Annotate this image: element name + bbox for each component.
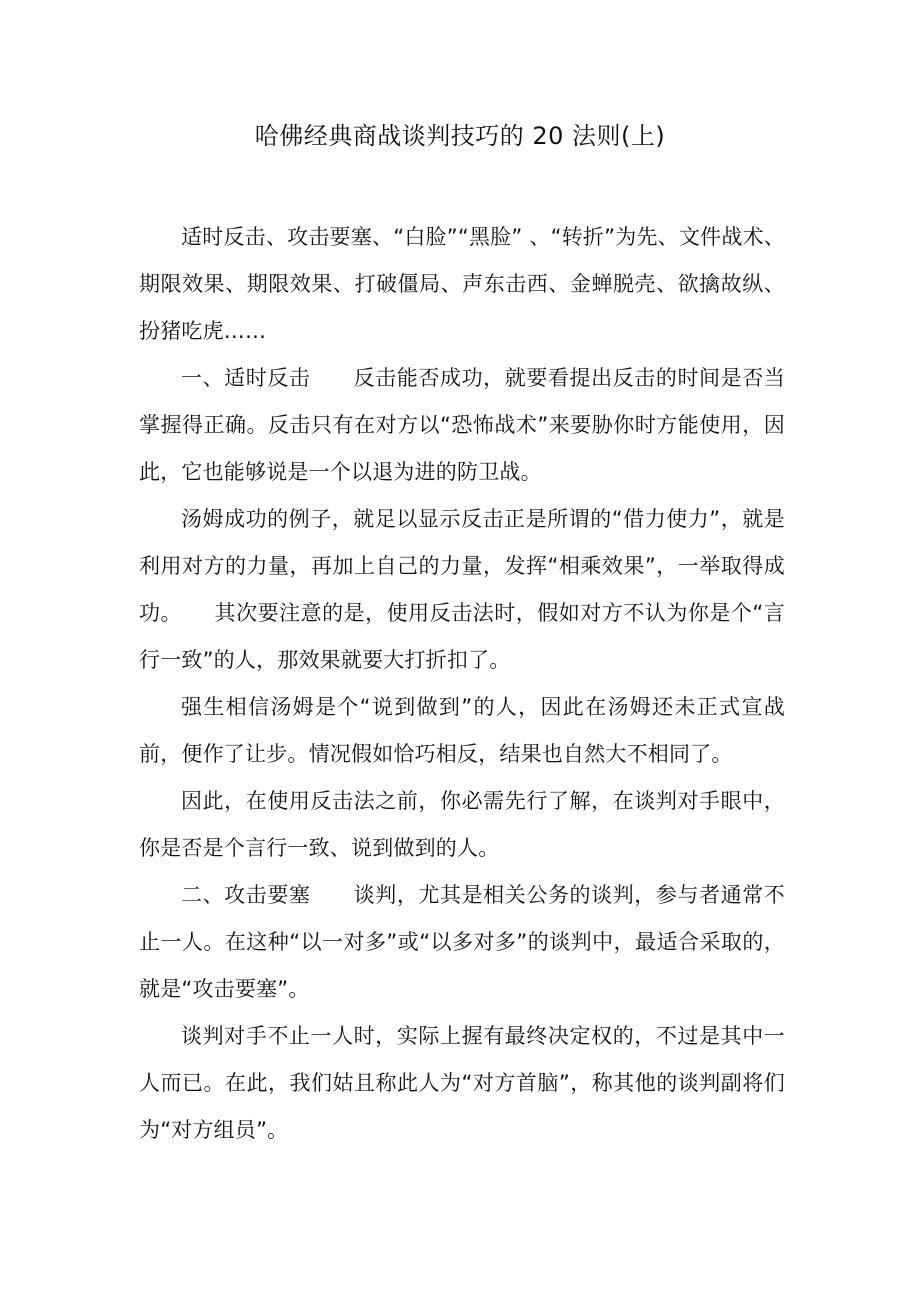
paragraph-opponents: 谈判对手不止一人时，实际上握有最终决定权的，不过是其中一人而已。在此，我们姑且称此人为“对方首脑”，称其他的谈判副将们为“对方组员”。 — [139, 1024, 785, 1142]
paragraph-johnson: 强生相信汤姆是个“说到做到”的人，因此在汤姆还未正式宣战前，便作了让步。情况假如恰巧相反，结果也自然大不相同了。 — [139, 695, 785, 766]
document-title: 哈佛经典商战谈判技巧的 20 法则(上) — [254, 122, 666, 150]
paragraph-therefore: 因此，在使用反击法之前，你必需先行了解，在谈判对手眼中，你是否是个言行一致、说到做到的人。 — [139, 789, 785, 860]
document-body — [139, 214, 785, 1154]
paragraph-tom-example: 汤姆成功的例子，就足以显示反击正是所谓的“借力使力”，就是利用对方的力量，再加上自己的力量，发挥“相乘效果”，一举取得成功。 其次要注意的是，使用反击法时，假如对方不认为你是个“言行一致”的人，那效果就要大打折扣了。 — [139, 507, 785, 672]
paragraph-section-1: 一、适时反击 反击能否成功，就要看提出反击的时间是否当掌握得正确。反击只有在对方以“恐怖战术”来要胁你时方能使用，因此，它也能够说是一个以退为进的防卫战。 — [139, 366, 785, 484]
paragraph-intro: 适时反击、攻击要塞、“白脸”“黑脸” 、“转折”为先、文件战术、期限效果、期限效果、打破僵局、声东击西、金蝉脱壳、欲擒故纵、扮猪吃虎…… — [139, 225, 785, 343]
paragraph-section-2: 二、攻击要塞 谈判，尤其是相关公务的谈判，参与者通常不止一人。在这种“以一对多”或“以多对多”的谈判中，最适合采取的，就是“攻击要塞”。 — [139, 883, 785, 1001]
